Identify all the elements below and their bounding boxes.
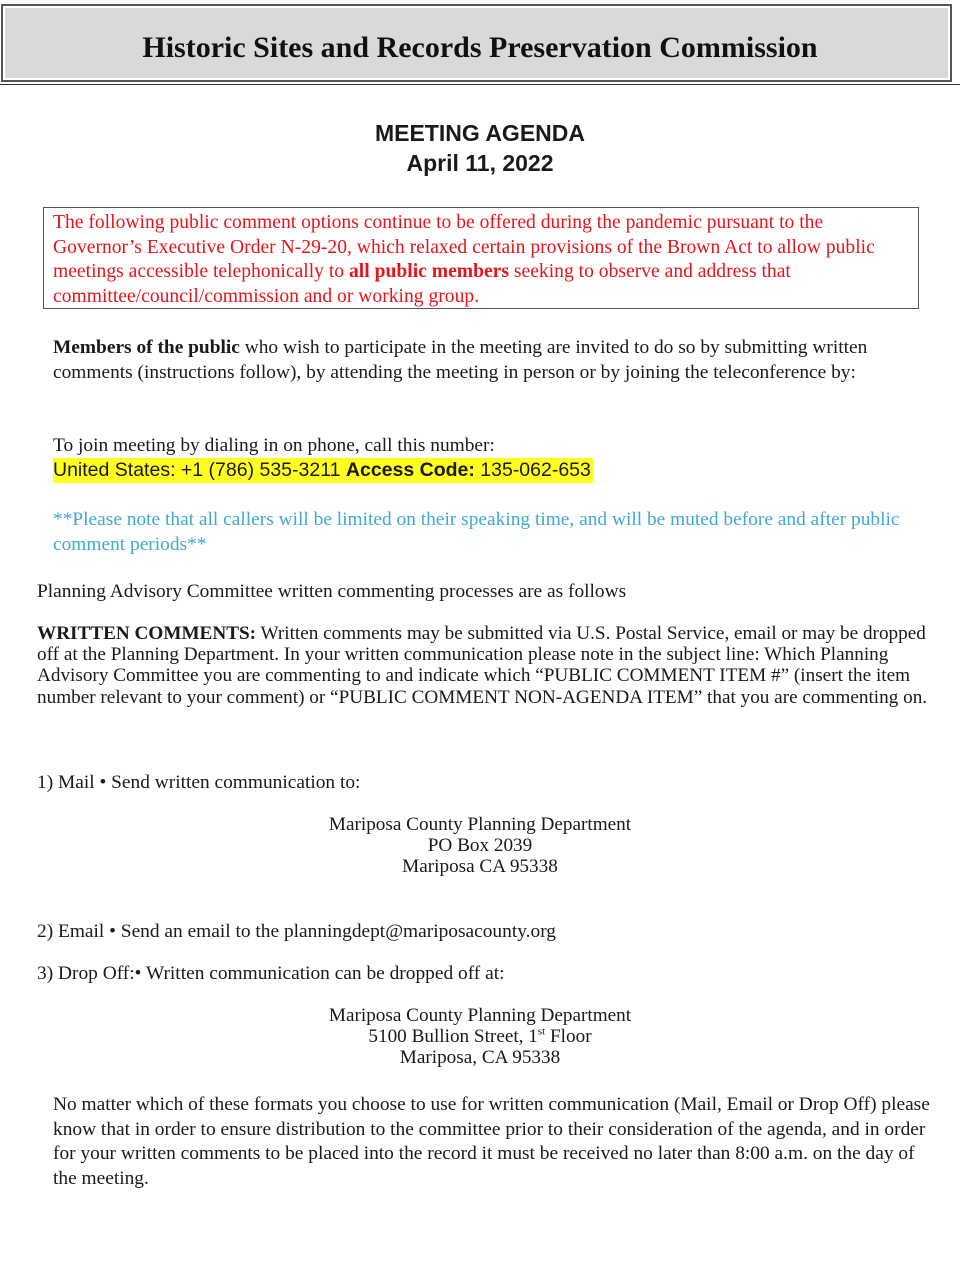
notice-text-end: seeking to observe and address that committee/council/commission and or working group. <box>53 261 791 307</box>
floor: Floor <box>545 1026 592 1048</box>
mail-option: 1) Mail • Send written communication to: <box>37 772 361 793</box>
notice-text-start: The following public comment options continue to be offered during the pandemic pursuant to the Governor’s Executive Order N-29-20, which relaxed certain provisions of the Brown Act to allow public meetings accessible telephonically to <box>53 212 875 282</box>
members-text: who wish to participate in the meeting are invited to do so by submitting written comments (instructions follow), by attending the meeting in person or by joining the teleconference by: <box>53 337 868 383</box>
mail-address-line: Mariposa CA 95338 <box>402 856 558 878</box>
dropoff-address-line: Mariposa, CA 95338 <box>399 1047 561 1069</box>
agenda-heading <box>0 118 960 178</box>
email-option: 2) Email • Send an email to the planningdept@mariposacounty.org <box>37 921 556 942</box>
written-comments-paragraph <box>37 623 937 708</box>
access-code-label: Access Code: <box>345 459 475 481</box>
members-paragraph <box>53 336 923 385</box>
pandemic-notice <box>53 211 913 309</box>
dropoff-address-line <box>0 1026 960 1047</box>
dropoff-address-line: Mariposa County Planning Department <box>328 1005 632 1026</box>
phone-highlight <box>53 458 593 483</box>
closing-paragraph: No matter which of these formats you choose to use for written communication (Mail, Email or Drop Off) please know that in order to ensure distribution to the committee prior to their consideration of the agenda, and in order for your written comments to be placed into the record it must be received no later than 8:00 a.m. on the day of the meeting. <box>53 1094 930 1189</box>
agenda-title: MEETING AGENDA <box>375 120 585 146</box>
dropoff-address <box>0 1005 960 1069</box>
page-title: Historic Sites and Records Preservation Commission <box>142 31 818 64</box>
dropoff-option: 3) Drop Off:• Written communication can be dropped off at: <box>37 963 505 984</box>
access-code: 135-062-653 <box>480 459 591 481</box>
join-intro: To join meeting by dialing in on phone, call this number: <box>53 435 495 456</box>
process-intro: Planning Advisory Committee written commenting processes are as follows <box>37 581 627 602</box>
mail-address <box>0 814 960 878</box>
agenda-date: April 11, 2022 <box>406 150 554 176</box>
header-divider <box>0 84 960 85</box>
phone-number: United States: +1 (786) 535-3211 <box>53 459 341 481</box>
floor-suffix: st <box>537 1025 546 1038</box>
written-comments-label: WRITTEN COMMENTS: <box>37 623 257 644</box>
notice-bold: all public members <box>348 261 509 282</box>
street: 5100 Bullion Street, 1 <box>368 1026 538 1048</box>
callers-note: **Please note that all callers will be limited on their speaking time, and will be muted before and after public comment periods** <box>53 509 900 555</box>
written-comments-text: Written comments may be submitted via U.S. Postal Service, email or may be dropped off at the Planning Department. In your written communication please note in the subject line: Which Planning Advisory Committee you are commenting to and indicate which “PUBLIC COMMENT ITEM #” (insert the item number relevant to your comment) or “PUBLIC COMMENT NON-AGENDA ITEM” that you are commenting on. <box>37 623 928 708</box>
mail-address-line: Mariposa County Planning Department <box>328 814 632 835</box>
members-bold: Members of the public <box>53 337 240 358</box>
mail-address-line: PO Box 2039 <box>427 835 533 857</box>
